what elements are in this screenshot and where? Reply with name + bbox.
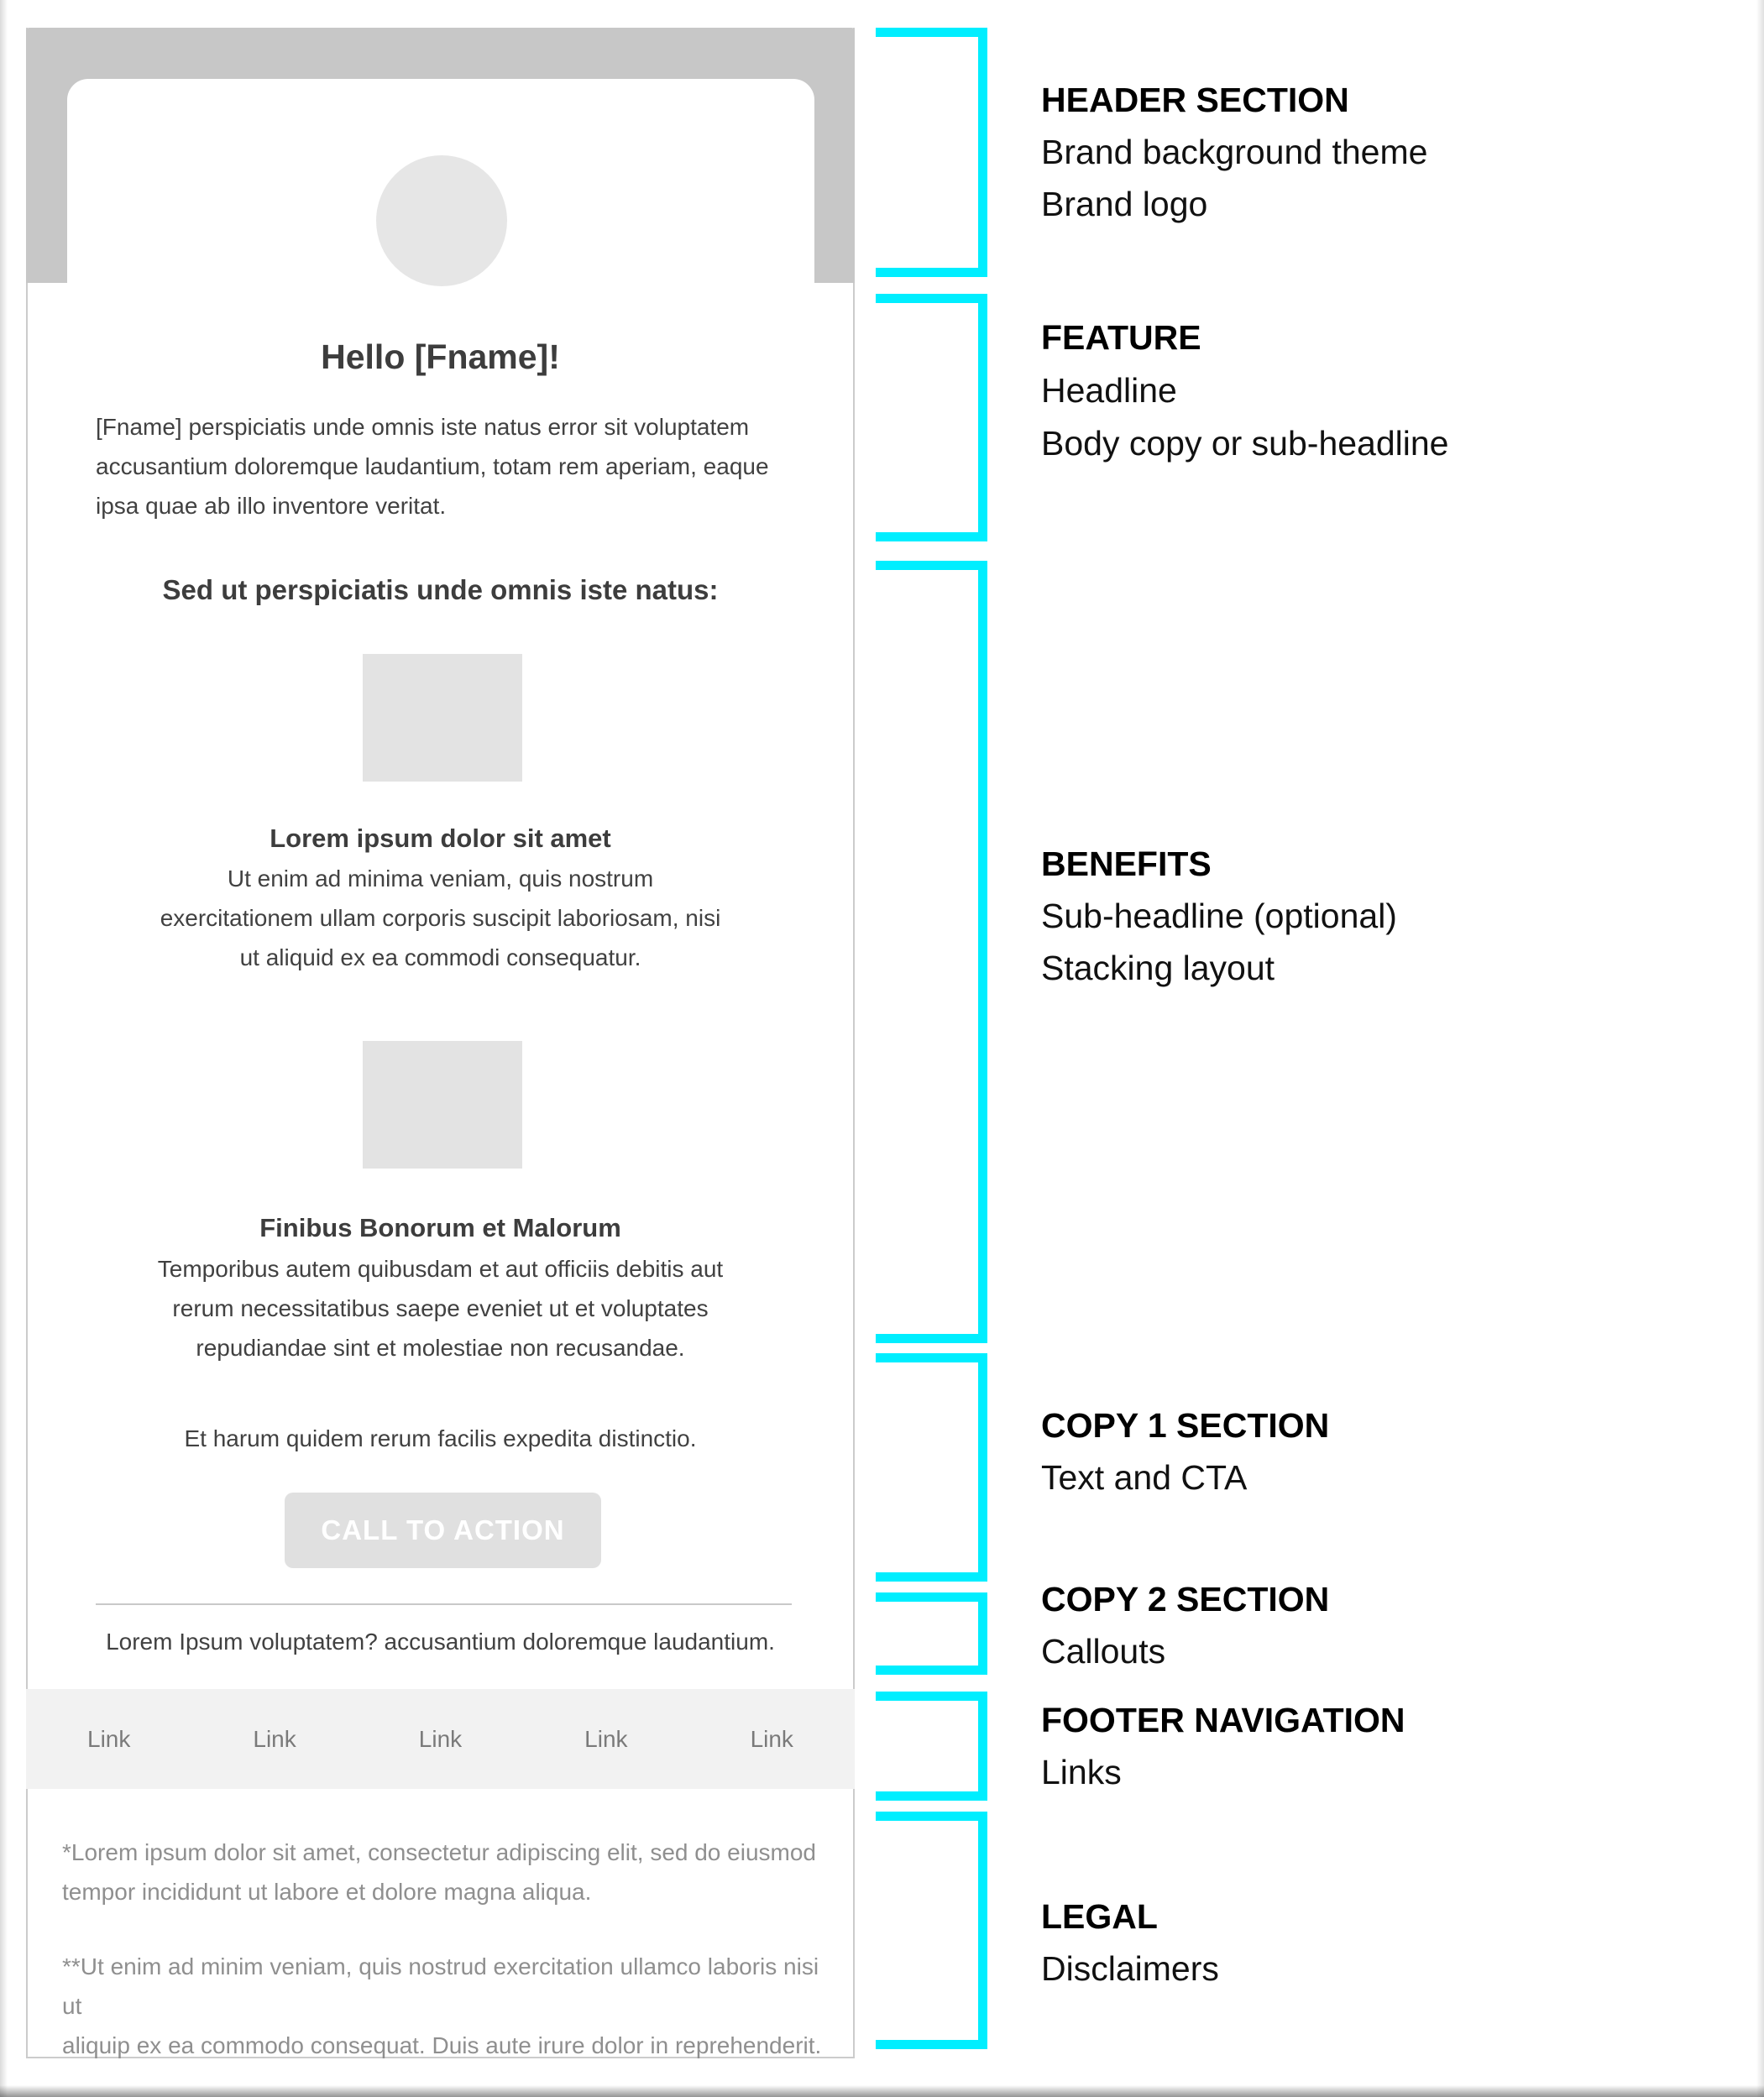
annotation-line: Stacking layout [1041, 949, 1275, 987]
annotation-title: FOOTER NAVIGATION [1041, 1701, 1405, 1739]
section-bracket-copy2 [876, 1592, 987, 1675]
call-to-action-button[interactable]: CALL TO ACTION [285, 1493, 601, 1568]
legal-line: *Lorem ipsum dolor sit amet, consectetur adipiscing elit, sed do eiusmod [62, 1839, 816, 1865]
section-bracket-legal [876, 1812, 987, 2049]
annotation-line: Disclaimers [1041, 1949, 1219, 1988]
footer-navigation [26, 1689, 855, 1789]
annotation-line: Brand logo [1041, 185, 1208, 223]
annotation-title: COPY 2 SECTION [1041, 1580, 1330, 1619]
legal-disclaimer [62, 1833, 822, 1911]
image-placeholder [363, 1041, 522, 1169]
annotation-title: BENEFITS [1041, 845, 1212, 883]
footer-link[interactable]: Link [750, 1725, 793, 1752]
copy1-text: Et harum quidem rerum facilis expedita distinctio. [184, 1425, 697, 1451]
section-bracket-copy1 [876, 1353, 987, 1582]
legal-disclaimer [62, 1947, 822, 2065]
benefit-body [28, 859, 853, 977]
annotation-line: Links [1041, 1753, 1122, 1791]
benefit-title: Finibus Bonorum et Malorum [259, 1213, 621, 1242]
annotation-legal [1041, 1890, 1738, 1995]
page-edge-shadow-left [0, 0, 8, 2097]
benefits-subheadline: Sed ut perspiciatis unde omnis iste natus: [162, 574, 719, 605]
annotation-line: Text and CTA [1041, 1458, 1248, 1497]
legal-line: aliquip ex ea commodo consequat. Duis aute irure dolor in reprehenderit. [62, 2032, 822, 2058]
page-edge-shadow-bottom [0, 2085, 1764, 2097]
intro-body-copy [96, 407, 801, 526]
annotation-copy1-section [1041, 1399, 1738, 1503]
section-bracket-header [876, 28, 987, 277]
annotation-feature [1041, 311, 1738, 470]
annotation-title: FEATURE [1041, 318, 1201, 357]
benefit-line: Temporibus autem quibusdam et aut officiis debitis aut [157, 1256, 724, 1282]
annotation-benefits [1041, 838, 1738, 994]
intro-line: accusantium doloremque laudantium, totam rem aperiam, eaque [96, 453, 769, 479]
copy2-callout-text: Lorem Ipsum voluptatem? accusantium doloremque laudantium. [106, 1629, 775, 1655]
divider [96, 1603, 792, 1605]
benefit-line: repudiandae sint et molestiae non recusandae. [196, 1335, 685, 1361]
annotation-copy2-section [1041, 1573, 1738, 1677]
brand-logo-icon [376, 155, 507, 286]
legal-line: tempor incididunt ut labore et dolore magna aliqua. [62, 1879, 592, 1905]
annotation-line: Body copy or sub-headline [1041, 424, 1449, 463]
section-bracket-benefits [876, 561, 987, 1343]
annotation-line: Headline [1041, 371, 1177, 410]
intro-line: [Fname] perspiciatis unde omnis iste natus error sit voluptatem [96, 414, 750, 440]
benefit-line: ut aliquid ex ea commodi consequatur. [239, 944, 641, 970]
annotation-line: Sub-headline (optional) [1041, 897, 1397, 935]
benefit-body [28, 1249, 853, 1367]
annotation-header-section [1041, 74, 1738, 230]
legal-line: **Ut enim ad minim veniam, quis nostrud exercitation ullamco laboris nisi ut [62, 1953, 819, 2019]
benefit-line: rerum necessitatibus saepe eveniet ut et voluptates [172, 1295, 709, 1321]
footer-link[interactable]: Link [418, 1725, 463, 1752]
greeting-headline: Hello [Fname]! [321, 337, 560, 376]
benefit-line: exercitationem ullam corporis suscipit laboriosam, nisi [160, 905, 721, 931]
annotation-line: Brand background theme [1041, 133, 1428, 171]
annotation-title: LEGAL [1041, 1897, 1158, 1936]
benefit-line: Ut enim ad minima veniam, quis nostrum [227, 865, 654, 892]
section-bracket-feature [876, 294, 987, 541]
benefit-title: Lorem ipsum dolor sit amet [270, 824, 611, 853]
footer-link[interactable]: Link [253, 1725, 296, 1752]
image-placeholder [363, 654, 522, 782]
footer-link[interactable]: Link [87, 1725, 131, 1752]
annotation-footer-navigation [1041, 1694, 1738, 1798]
email-wireframe-panel [26, 28, 855, 2058]
intro-line: ipsa quae ab illo inventore veritat. [96, 493, 447, 519]
annotation-line: Callouts [1041, 1632, 1166, 1671]
annotation-title: COPY 1 SECTION [1041, 1406, 1330, 1445]
section-bracket-footer [876, 1692, 987, 1801]
page-edge-shadow-right [1756, 0, 1764, 2097]
footer-link[interactable]: Link [584, 1725, 628, 1752]
annotation-title: HEADER SECTION [1041, 81, 1349, 119]
